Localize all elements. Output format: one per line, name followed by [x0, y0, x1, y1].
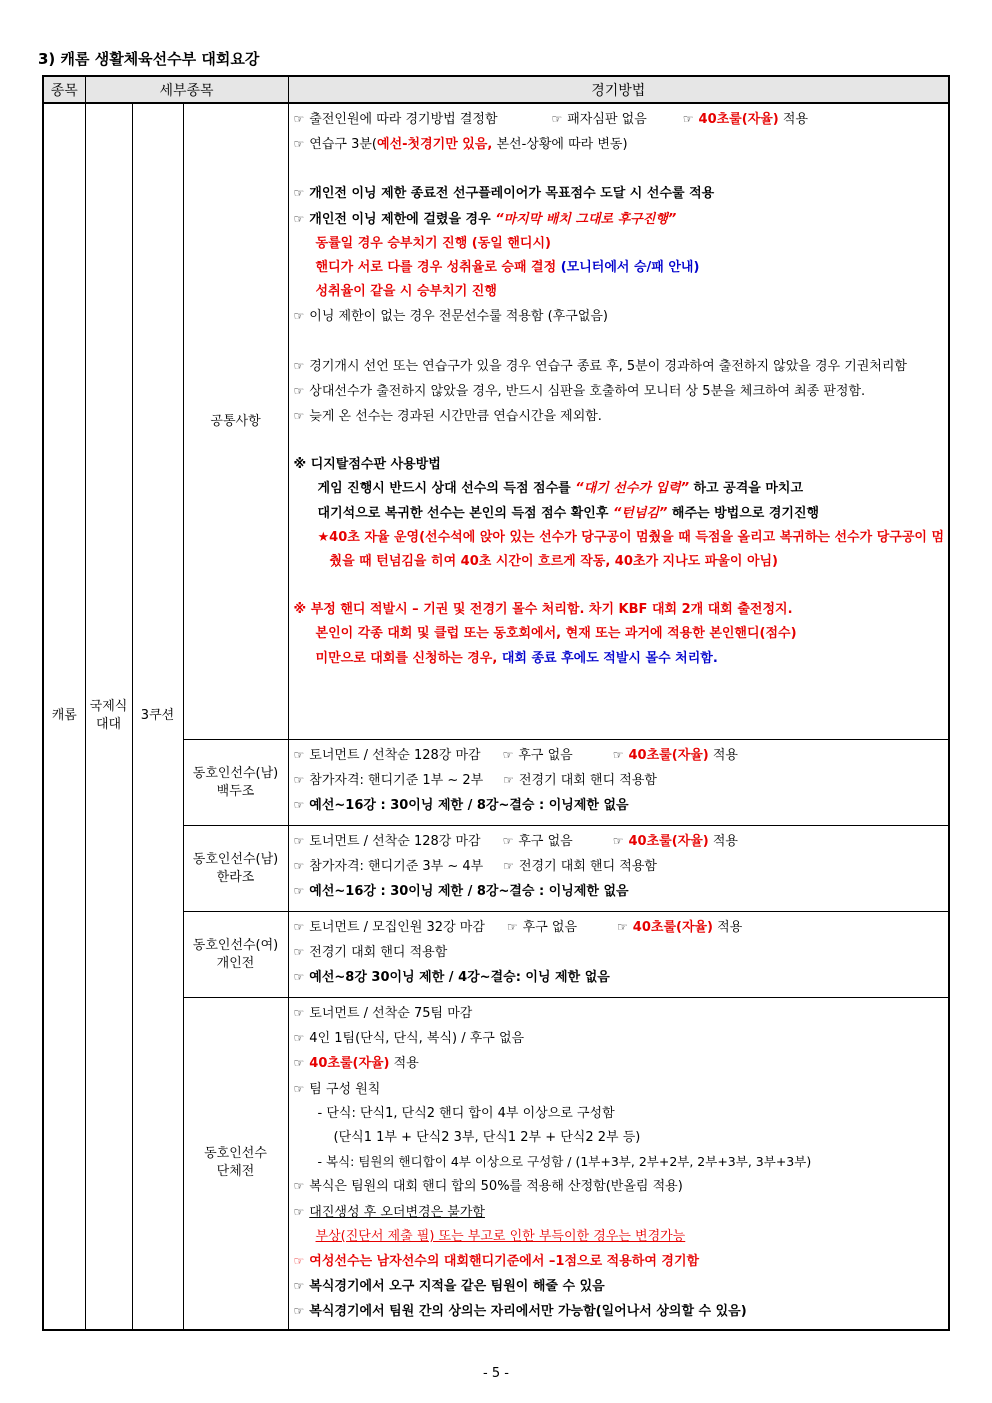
halla-method [288, 826, 949, 912]
text: 적용 [713, 920, 743, 935]
hand-pointer-icon: ☞ [293, 1081, 305, 1096]
hand-pointer-icon: ☞ [293, 1056, 305, 1071]
text-red: ★40초 자율 운영(선수석에 앉아 있는 선수가 당구공이 멈췄을 때 득점을 올리고 복귀하는 선수가 당구공이 멈췄을 때 턴넘김을 히여 40초 시간이 흐르게 작동, 40초가 지나도 파울이 아님) [317, 529, 945, 570]
women-method [288, 912, 949, 998]
hand-pointer-icon: ☞ [293, 1279, 305, 1294]
text-red: 미만으로 대회를 신청하는 경우, [315, 650, 502, 666]
text: 게임 진행시 반드시 상대 선수의 득점 점수를 [317, 481, 576, 497]
team-label [183, 998, 288, 1330]
text: (단식1 1부 + 단식2 3부, 단식1 2부 + 단식2 2부 등) [333, 1130, 641, 1146]
hand-pointer-icon: ☞ [293, 309, 305, 324]
text: 해주는 방법으로 경기진행 [667, 505, 820, 521]
text: 예선~8강 30이닝 제한 / 4강~결승: 이닝 제한 없음 [309, 970, 610, 986]
halla-label [183, 826, 288, 912]
header-method: 경기방법 [288, 76, 949, 103]
text: 늦게 온 선수는 경과된 시간만큼 연습시간을 제외함. [309, 409, 602, 425]
text-red: 본인이 각종 대회 및 클럽 또는 동호회에서, 현재 또는 과거에 적용한 본인핸디(점수) [315, 626, 797, 642]
page-number: - 5 - [483, 1366, 509, 1381]
text-red: 성취율이 같을 시 승부치기 진행 [315, 284, 497, 300]
hand-pointer-icon: ☞ [551, 112, 563, 126]
hand-pointer-icon: ☞ [617, 920, 628, 934]
text: 출전인원에 따라 경기방법 결정함 [309, 112, 498, 127]
hand-pointer-icon: ☞ [293, 112, 305, 126]
header-detail: 세부종목 [85, 76, 288, 103]
common-label: 공통사항 [183, 103, 288, 740]
text: 동호인선수(남) [192, 851, 279, 867]
text: 개인전 [216, 955, 255, 971]
hand-pointer-icon: ☞ [612, 748, 624, 762]
text: 예선~16강 : 30이닝 제한 / 8강~결승 : 이닝제한 없음 [309, 798, 629, 814]
text-red: 예선-첫경기만 있음, [377, 137, 493, 153]
text: 토너먼트 / 선착순 75팀 마감 [309, 1006, 473, 1021]
text: 전경기 대회 핸디 적용함 [519, 859, 657, 875]
text: 대진생성 후 오더변경은 불가함 [309, 1204, 485, 1220]
event-cell: 캐롬 [43, 103, 85, 1330]
header-event: 종목 [43, 76, 85, 103]
hand-pointer-icon: ☞ [506, 920, 518, 934]
text: 토너먼트 / 선착순 128강 마감 [309, 834, 481, 849]
hand-pointer-icon: ☞ [502, 834, 514, 848]
common-method [288, 103, 949, 740]
category-cell: 국제식 대대 [85, 103, 132, 1330]
hand-pointer-icon: ☞ [293, 211, 305, 226]
hand-pointer-icon: ☞ [293, 748, 305, 762]
row-common [43, 103, 949, 740]
text: 후구 없음 [522, 920, 578, 935]
text: 백두조 [216, 783, 255, 799]
hand-pointer-icon: ☞ [502, 748, 514, 762]
text: 패자심판 없음 [567, 112, 647, 127]
hand-pointer-icon: ☞ [293, 798, 305, 813]
text: 토너먼트 / 선착순 128강 마감 [309, 748, 481, 763]
hand-pointer-icon: ☞ [293, 834, 305, 848]
text: 연습구 3분( [309, 137, 378, 153]
text-red: 40초룰(자율) [698, 112, 779, 127]
hand-pointer-icon: ☞ [293, 920, 305, 934]
text: 하고 공격을 마치고 [688, 481, 804, 497]
team-method [288, 998, 949, 1330]
hand-pointer-icon: ☞ [293, 970, 305, 985]
text: 단체전 [216, 1164, 255, 1180]
text: 예선~16강 : 30이닝 제한 / 8강~결승 : 이닝제한 없음 [309, 884, 629, 900]
hand-pointer-icon: ☞ [503, 773, 514, 788]
text: 적용 [778, 112, 808, 127]
text: 경기개시 선언 또는 연습구가 있을 경우 연습구 종료 후, 5분이 경과하여 출전하지 않았을 경우 기권처리함 [309, 358, 907, 374]
text: 참가자격: 핸디기준 1부 ~ 2부 [309, 773, 484, 789]
text-red: “턴넘김” [612, 505, 668, 521]
hand-pointer-icon: ☞ [293, 1031, 305, 1046]
text: 대기석으로 복귀한 선수는 본인의 득점 점수 확인후 [317, 505, 613, 521]
tournament-rules-table [42, 75, 950, 1331]
text: 복식경기에서 팀원 간의 상의는 자리에서만 가능함(일어나서 상의할 수 있음) [309, 1304, 747, 1320]
text: 4인 1팀(단식, 단식, 복식) / 후구 없음 [309, 1031, 525, 1047]
header-row [43, 76, 949, 103]
text-red: 부상(진단서 제출 필) 또는 부고로 인한 부득이한 경우는 변경가능 [315, 1228, 686, 1244]
hand-pointer-icon: ☞ [293, 945, 305, 960]
women-label [183, 912, 288, 998]
text: 본선-상황에 따라 변동) [492, 137, 628, 153]
hand-pointer-icon: ☞ [293, 383, 305, 398]
hand-pointer-icon: ☞ [293, 773, 305, 788]
text: 동호인선수 [204, 1146, 267, 1162]
text-red: ※ 부정 핸디 적발시 – 기권 및 전경기 몰수 처리함. 차기 KBF 대회 2개 대회 출전정지. [293, 602, 793, 618]
text: 상대선수가 출전하지 않았을 경우, 반드시 심판을 호출하여 모니터 상 5분을 체크하여 최종 판정함. [309, 383, 866, 399]
text: 후구 없음 [518, 748, 573, 763]
text: 적용 [389, 1056, 419, 1072]
text-red: 핸디가 서로 다를 경우 성취율로 승패 결정 [315, 260, 561, 276]
hand-pointer-icon: ☞ [293, 1254, 305, 1269]
section-title: 3) 캐롬 생활체육선수부 대회요강 [38, 50, 260, 68]
text: - 복식: 팀원의 핸디합이 4부 이상으로 구성함 / (1부+3부, 2부+2부, 2부+3부, 3부+3부) [317, 1154, 812, 1170]
text-blue: 대회 종료 후에도 적발시 몰수 처리함. [501, 650, 718, 666]
text-red: 40초룰(자율) [632, 920, 714, 935]
hand-pointer-icon: ☞ [293, 1304, 305, 1319]
text-red: 40초룰(자율) [628, 834, 709, 849]
text-red: 여성선수는 남자선수의 대회핸디기준에서 –1점으로 적용하여 경기함 [309, 1254, 700, 1270]
course-cell: 3쿠션 [132, 103, 183, 1330]
hand-pointer-icon: ☞ [293, 859, 305, 874]
hand-pointer-icon: ☞ [682, 112, 694, 126]
hand-pointer-icon: ☞ [293, 1006, 305, 1020]
text: 참가자격: 핸디기준 3부 ~ 4부 [309, 859, 484, 875]
text: 팀 구성 원칙 [309, 1081, 381, 1097]
hand-pointer-icon: ☞ [503, 859, 514, 874]
hand-pointer-icon: ☞ [612, 834, 624, 848]
hand-pointer-icon: ☞ [293, 409, 305, 424]
text-red: 40초룰(자율) [309, 1056, 390, 1072]
text-red: 40초룰(자율) [628, 748, 709, 763]
text-red: 동률일 경우 승부치기 진행 (동일 핸디시) [315, 235, 551, 251]
text-red: “대기 선수가 입력” [575, 481, 689, 497]
text: 적용 [708, 748, 738, 763]
text: 개인전 이닝 제한에 걸렸을 경우 [309, 211, 496, 227]
hand-pointer-icon: ☞ [293, 358, 305, 373]
text: 후구 없음 [518, 834, 573, 849]
text: - 단식: 단식1, 단식2 핸디 합이 4부 이상으로 구성함 [317, 1105, 615, 1121]
hand-pointer-icon: ☞ [293, 137, 305, 152]
text: 동호인선수(여) [192, 937, 279, 953]
baekdu-method [288, 740, 949, 826]
text: 동호인선수(남) [192, 765, 279, 781]
text: 전경기 대회 핸디 적용함 [309, 945, 448, 961]
baekdu-label [183, 740, 288, 826]
text: ※ 디지탈점수판 사용방법 [293, 457, 441, 473]
text: 한라조 [216, 869, 255, 885]
hand-pointer-icon: ☞ [293, 1179, 305, 1194]
text: 복식은 팀원의 대회 핸디 합의 50%를 적용해 산정함(반올림 적용) [309, 1179, 683, 1195]
text: 전경기 대회 핸디 적용함 [519, 773, 657, 789]
text: 토너먼트 / 모집인원 32강 마감 [309, 920, 485, 935]
hand-pointer-icon: ☞ [293, 884, 305, 899]
text: 복식경기에서 오구 지적을 같은 팀원이 해줄 수 있음 [309, 1279, 605, 1295]
hand-pointer-icon: ☞ [293, 186, 305, 201]
text: 이닝 제한이 없는 경우 전문선수룰 적용함 (후구없음) [309, 309, 608, 325]
text: 개인전 이닝 제한 종료전 선구플레이어가 목표점수 도달 시 선수룰 적용 [309, 186, 715, 202]
text-blue: (모니터에서 승/패 안내) [560, 260, 700, 276]
text-red: “마지막 배치 그대로 후구진행” [495, 211, 677, 227]
text: 적용 [708, 834, 738, 849]
hand-pointer-icon: ☞ [293, 1204, 305, 1219]
